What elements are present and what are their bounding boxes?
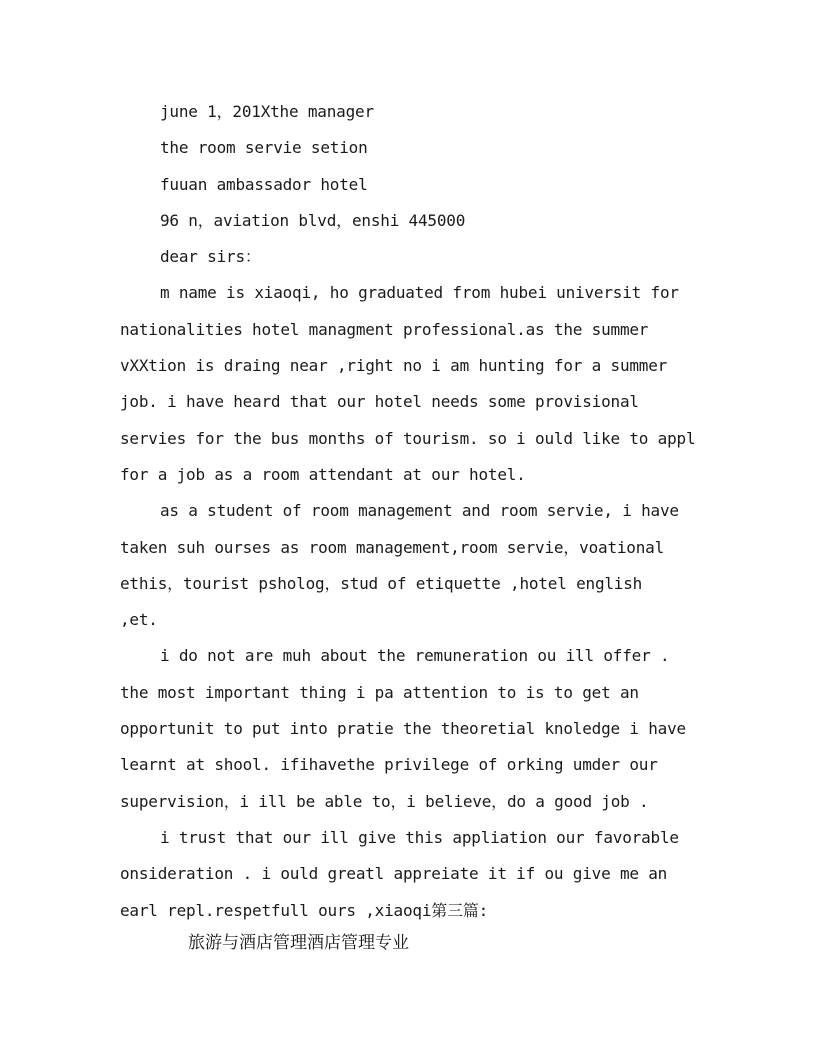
paragraph-line: for a job as a room attendant at our hotel.	[120, 464, 526, 484]
letter-body	[120, 94, 700, 929]
paragraph-line: m name is xiaoqi, ho graduated from hubei universit for	[160, 283, 679, 303]
paragraph	[120, 275, 700, 493]
paragraph-line: vXXtion is draing near ,right no i am hunting for a summer	[120, 356, 668, 376]
paragraph	[120, 820, 700, 929]
paragraph-line: taken suh ourses as room management,room servie，voational	[120, 537, 665, 557]
paragraph-line: earl repl.respetfull ours ,xiaoqi第三篇:	[120, 900, 489, 920]
paragraph-line: the most important thing i pa attention to is to get an	[120, 682, 639, 702]
paragraph-line: as a student of room management and room servie, i have	[160, 501, 679, 521]
paragraph-line: onsideration . i ould greatl appreiate it if ou give me an	[120, 864, 668, 884]
address-line: the room servie setion	[160, 138, 368, 158]
paragraph-line: learnt at shool. ifihavethe privilege of orking umder our	[120, 755, 658, 775]
address-line: fuuan ambassador hotel	[160, 174, 368, 194]
address-line: 96 n，aviation blvd，enshi 445000	[160, 210, 466, 230]
paragraph-line: supervision，i ill be able to，i believe，do a good job .	[120, 791, 649, 811]
paragraph-line: opportunit to put into pratie the theoretial knoledge i have	[120, 719, 686, 739]
paragraph-line: nationalities hotel managment professional.as the summer	[120, 319, 649, 339]
paragraph-line: i do not are muh about the remuneration ou ill offer .	[160, 646, 670, 666]
paragraph-line: job. i have heard that our hotel needs some provisional	[120, 392, 639, 412]
section-heading: 旅游与酒店管理酒店管理专业	[188, 933, 409, 953]
paragraph-line: ethis，tourist psholog，stud of etiquette ,hotel english	[120, 573, 643, 593]
paragraph	[120, 493, 700, 638]
salutation: dear sirs：	[160, 247, 261, 267]
paragraph-line: ,et.	[120, 610, 158, 630]
address-line: june 1，201Xthe manager	[160, 102, 374, 121]
paragraph-line: i trust that our ill give this appliation our favorable	[160, 827, 679, 847]
paragraph-line: servies for the bus months of tourism. so i ould like to appl	[120, 428, 696, 448]
paragraph	[120, 638, 700, 819]
